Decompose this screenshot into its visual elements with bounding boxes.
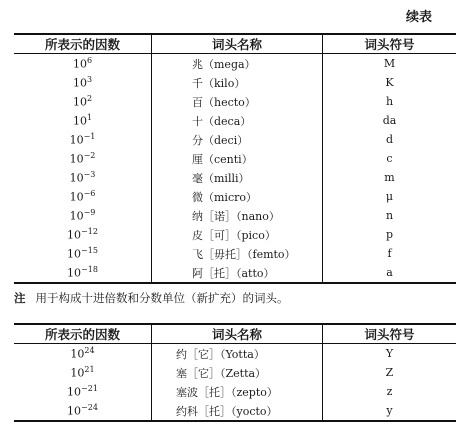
- factor-cell: [14, 187, 152, 206]
- prefix-table: [14, 33, 456, 284]
- factor-base: 10: [69, 209, 84, 223]
- prefix-name-cell: 微（micro）: [152, 187, 323, 206]
- factor-base: 10: [70, 347, 85, 361]
- factor-exponent: −15: [81, 246, 98, 256]
- table-row: [14, 187, 456, 206]
- table-row: [14, 111, 456, 130]
- factor-exponent: −12: [81, 227, 98, 237]
- factor-cell: [14, 73, 152, 92]
- prefix-symbol-cell: h: [385, 95, 394, 108]
- table-row: [14, 363, 456, 382]
- table-row: [14, 54, 456, 74]
- continued-label: 续表: [406, 10, 433, 25]
- prefix-symbol-cell: K: [385, 76, 394, 89]
- factor-base: 10: [72, 57, 87, 71]
- table-row: [14, 149, 456, 168]
- table-row: [14, 263, 456, 283]
- factor-cell: [14, 92, 152, 111]
- factor-cell: [14, 130, 152, 149]
- prefix-name-cell: 皮［可］（pico）: [152, 225, 323, 244]
- factor-exponent: 3: [86, 75, 93, 85]
- factor-cell: [14, 54, 152, 74]
- factor-exponent: −24: [81, 403, 98, 413]
- prefix-symbol-cell: μ: [385, 190, 394, 203]
- factor-base: 10: [69, 133, 84, 147]
- prefix-symbol-cell: Z: [385, 366, 394, 379]
- prefix-name-cell: 阿［托］（atto）: [152, 263, 323, 283]
- prefix-name-cell: 千（kilo）: [152, 73, 323, 92]
- prefix-symbol-cell: a: [386, 266, 393, 279]
- header-factor: 所表示的因数: [14, 324, 152, 344]
- prefix-name-cell: 百（hecto）: [152, 92, 323, 111]
- factor-exponent: 24: [84, 346, 95, 356]
- factor-exponent: −18: [81, 265, 98, 275]
- factor-cell: [14, 363, 152, 382]
- prefix-name-cell: 分（deci）: [152, 130, 323, 149]
- table-row: [14, 73, 456, 92]
- prefix-symbol-cell: y: [386, 404, 393, 417]
- header-prefix-symbol: 词头符号: [364, 37, 415, 52]
- prefix-symbol-cell: da: [382, 114, 397, 127]
- prefix-name-cell: 纳［诺］（nano）: [152, 206, 323, 225]
- table-row: [14, 244, 456, 263]
- factor-cell: [14, 401, 152, 421]
- factor-base: 10: [72, 114, 87, 128]
- footnote-text: 用于构成十进倍数和分数单位（新扩充）的词头。: [35, 291, 289, 305]
- factor-exponent: 2: [86, 94, 93, 104]
- factor-cell: [14, 382, 152, 401]
- factor-exponent: 21: [84, 365, 95, 375]
- header-prefix-name: 词头名称: [152, 34, 323, 54]
- factor-cell: [14, 168, 152, 187]
- prefix-name-cell: 塞［它］（Zetta）: [152, 363, 323, 382]
- factor-base: 10: [67, 404, 82, 418]
- factor-exponent: −9: [83, 208, 96, 218]
- factor-exponent: −1: [83, 132, 96, 142]
- prefix-symbol-cell: Y: [385, 347, 394, 360]
- header-prefix-name: 词头名称: [152, 324, 323, 344]
- factor-exponent: −2: [83, 151, 96, 161]
- header-row: [14, 34, 456, 54]
- factor-cell: [14, 206, 152, 225]
- prefix-symbol-cell: c: [386, 152, 393, 165]
- prefix-symbol-cell: M: [383, 57, 396, 70]
- prefix-symbol-cell: z: [386, 385, 393, 398]
- factor-base: 10: [67, 228, 82, 242]
- factor-base: 10: [72, 76, 87, 90]
- prefix-name-cell: 厘（centi）: [152, 149, 323, 168]
- table-row: [14, 92, 456, 111]
- factor-base: 10: [67, 266, 82, 280]
- prefix-symbol-cell: p: [385, 228, 394, 241]
- table-row: [14, 401, 456, 421]
- table-row: [14, 130, 456, 149]
- prefix-symbol-cell: d: [385, 133, 394, 146]
- factor-cell: [14, 111, 152, 130]
- factor-exponent: −21: [81, 384, 98, 394]
- footnote-tag: 注: [14, 291, 26, 305]
- factor-exponent: 6: [86, 56, 93, 66]
- table-row: [14, 225, 456, 244]
- extended-prefix-table: [14, 323, 456, 422]
- factor-base: 10: [67, 247, 82, 261]
- factor-base: 10: [72, 95, 87, 109]
- factor-cell: [14, 244, 152, 263]
- factor-cell: [14, 263, 152, 283]
- table-row: [14, 206, 456, 225]
- prefix-symbol-cell: n: [385, 209, 394, 222]
- factor-base: 10: [69, 152, 84, 166]
- table-row: [14, 382, 456, 401]
- prefix-name-cell: 十（deca）: [152, 111, 323, 130]
- factor-cell: [14, 344, 152, 364]
- factor-base: 10: [69, 190, 84, 204]
- prefix-symbol-cell: m: [384, 171, 395, 184]
- prefix-name-cell: 兆（mega）: [152, 54, 323, 74]
- prefix-name-cell: 约科［托］（yocto）: [152, 401, 323, 421]
- factor-cell: [14, 149, 152, 168]
- factor-exponent: −3: [83, 170, 96, 180]
- factor-base: 10: [69, 171, 84, 185]
- header-prefix-symbol: 词头符号: [364, 327, 415, 342]
- factor-exponent: −6: [83, 189, 96, 199]
- factor-base: 10: [70, 366, 85, 380]
- prefix-name-cell: 飞［毋托］（femto）: [152, 244, 323, 263]
- table-row: [14, 344, 456, 364]
- prefix-symbol-cell: f: [387, 247, 392, 260]
- header-factor: 所表示的因数: [14, 34, 152, 54]
- prefix-name-cell: 约［它］（Yotta）: [152, 344, 323, 364]
- prefix-name-cell: 塞波［托］（zepto）: [152, 382, 323, 401]
- factor-cell: [14, 225, 152, 244]
- header-row: [14, 324, 456, 344]
- footnote: [14, 290, 289, 306]
- prefix-name-cell: 毫（milli）: [152, 168, 323, 187]
- table-row: [14, 168, 456, 187]
- factor-base: 10: [67, 385, 82, 399]
- factor-exponent: 1: [86, 113, 93, 123]
